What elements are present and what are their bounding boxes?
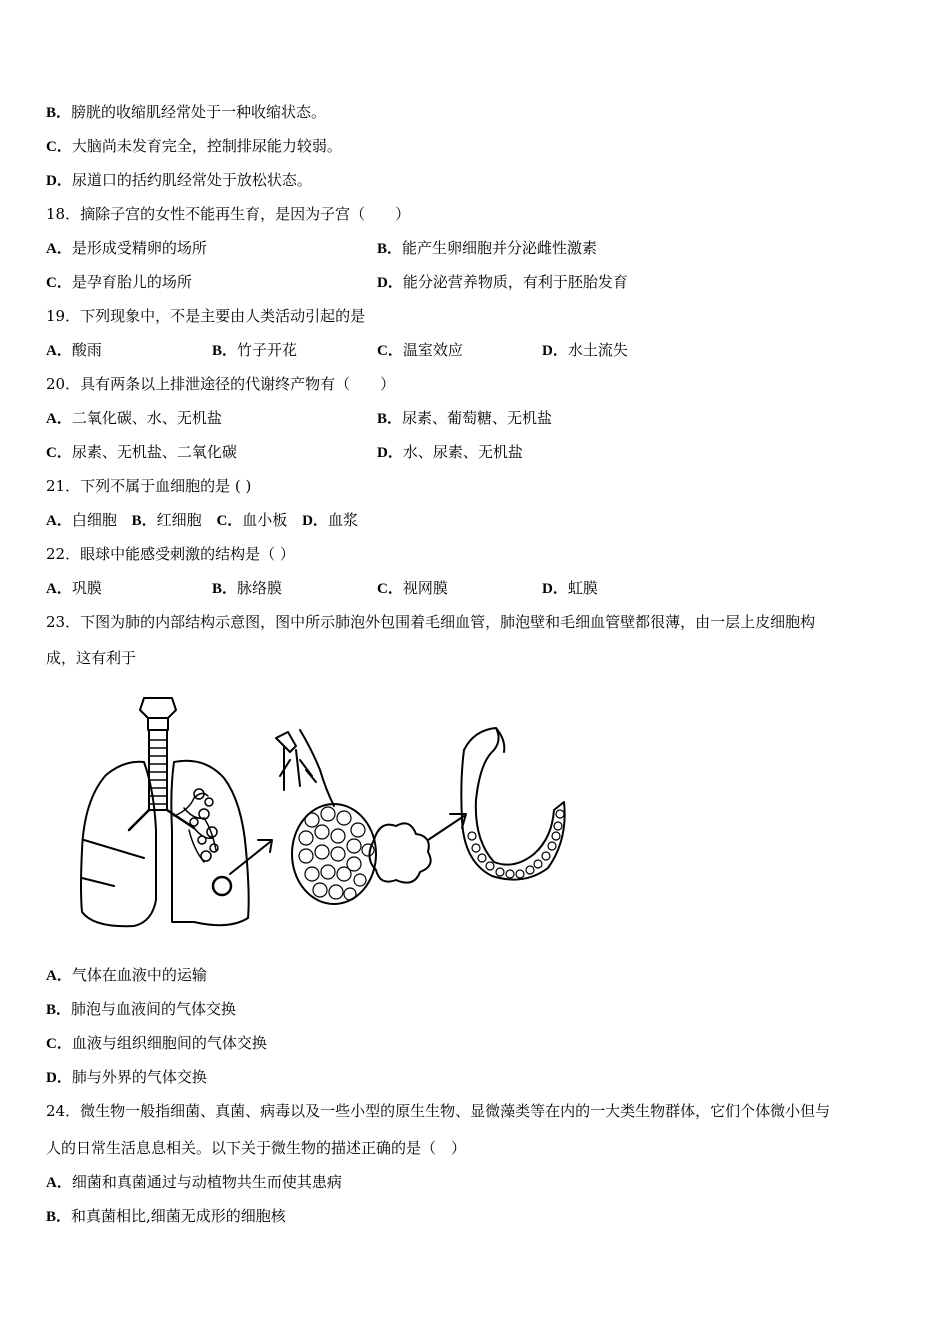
q23-stem-line2: 成，这有利于 bbox=[46, 649, 137, 667]
q20-option-a: A．二氧化碳、水、无机盐 bbox=[46, 409, 222, 427]
q19-stem: 19．下列现象中，不是主要由人类活动引起的是 bbox=[46, 307, 366, 325]
left-lung bbox=[81, 762, 156, 926]
q18-option-a: A．是形成受精卵的场所 bbox=[46, 239, 207, 257]
q20-option-d: D．水、尿素、无机盐 bbox=[377, 443, 523, 461]
q21-option-a: A．白细胞 bbox=[46, 511, 117, 529]
q21-option-c: C．血小板 bbox=[216, 511, 288, 529]
q18-option-d: D．能分泌营养物质，有利于胚胎发育 bbox=[377, 273, 628, 291]
q23-option-a: A．气体在血液中的运输 bbox=[46, 966, 207, 984]
q18-stem: 18．摘除子宫的女性不能再生育，是因为子宫（ ） bbox=[46, 205, 411, 223]
q19-option-a: A．酸雨 bbox=[46, 341, 102, 359]
q17-option-b: B．膀胱的收缩肌经常处于一种收缩状态。 bbox=[46, 103, 327, 121]
q18-option-b: B．能产生卵细胞并分泌雌性激素 bbox=[377, 239, 598, 257]
q22-option-d: D．虹膜 bbox=[542, 579, 598, 597]
q23-stem-line1: 23．下图为肺的内部结构示意图，图中所示肺泡外包围着毛细血管，肺泡壁和毛细血管壁都很薄，由一层上皮细胞构 bbox=[46, 613, 816, 631]
q21-options bbox=[46, 510, 358, 531]
q19-option-b: B．竹子开花 bbox=[212, 341, 298, 359]
q24-option-b: B．和真菌相比,细菌无成形的细胞核 bbox=[46, 1207, 286, 1225]
q23-option-b: B．肺泡与血液间的气体交换 bbox=[46, 1000, 237, 1018]
q22-stem: 22．眼球中能感受刺激的结构是（ ） bbox=[46, 545, 295, 563]
q23-option-c: C．血液与组织细胞间的气体交换 bbox=[46, 1034, 267, 1052]
q22-option-c: C．视网膜 bbox=[377, 579, 448, 597]
q24-stem-line1: 24．微生物一般指细菌、真菌、病毒以及一些小型的原生生物、显微藻类等在内的一大类生物群体，它们个体微小但与 bbox=[46, 1102, 831, 1120]
arrow-1 bbox=[230, 840, 272, 874]
q23-option-d: D．肺与外界的气体交换 bbox=[46, 1068, 207, 1086]
right-lung bbox=[171, 761, 248, 925]
alveoli-cluster bbox=[276, 730, 431, 904]
lung-structure-diagram bbox=[44, 690, 574, 940]
q24-stem-line2: 人的日常生活息息相关。以下关于微生物的描述正确的是（ ） bbox=[46, 1139, 467, 1157]
q20-option-b: B．尿素、葡萄糖、无机盐 bbox=[377, 409, 553, 427]
q21-option-d: D．血浆 bbox=[302, 511, 358, 529]
q19-option-d: D．水土流失 bbox=[542, 341, 628, 359]
q19-option-c: C．温室效应 bbox=[377, 341, 463, 359]
alveolus-with-capillary bbox=[461, 728, 564, 880]
q21-option-b: B．红细胞 bbox=[131, 511, 202, 529]
q22-option-a: A．巩膜 bbox=[46, 579, 102, 597]
q22-option-b: B．脉络膜 bbox=[212, 579, 283, 597]
q20-option-c: C．尿素、无机盐、二氧化碳 bbox=[46, 443, 237, 461]
arrow-2 bbox=[428, 814, 466, 840]
q17-option-c: C．大脑尚未发育完全，控制排尿能力较弱。 bbox=[46, 137, 342, 155]
q20-stem: 20．具有两条以上排泄途径的代谢终产物有（ ） bbox=[46, 375, 396, 393]
q24-option-a: A．细菌和真菌通过与动植物共生而使其患病 bbox=[46, 1173, 342, 1191]
q17-option-d: D．尿道口的括约肌经常处于放松状态。 bbox=[46, 171, 312, 189]
q18-option-c: C．是孕育胎儿的场所 bbox=[46, 273, 192, 291]
q21-stem: 21．下列不属于血细胞的是 ( ) bbox=[46, 477, 252, 495]
